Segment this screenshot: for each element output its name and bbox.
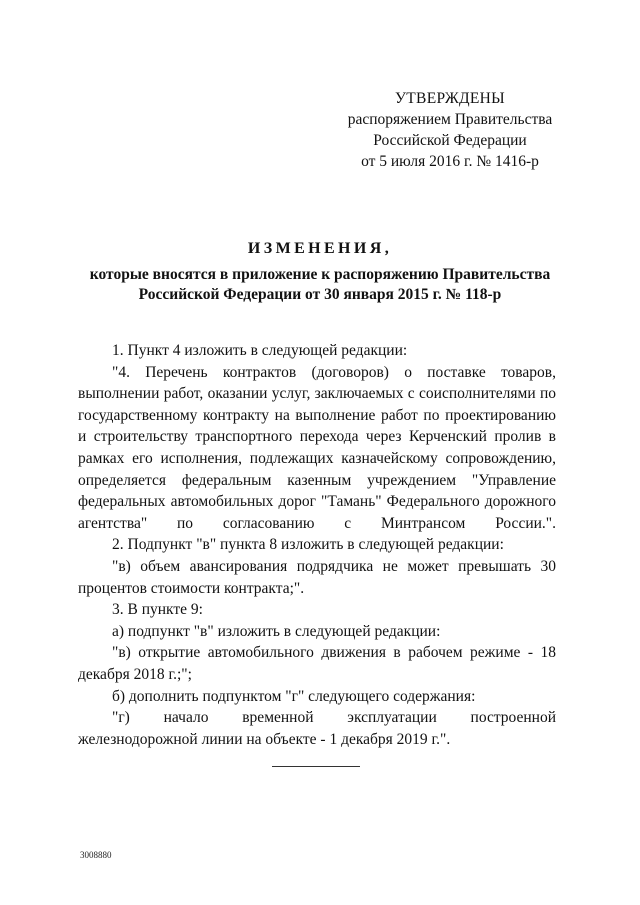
paragraph-item-3a-text: "в) открытие автомобильного движения в рабочем режиме - 18 декабря 2018 г.;"; [78,644,556,683]
approval-line-1: распоряжением Правительства [347,111,553,128]
paragraph-item-3b: б) дополнить подпунктом "г" следующего содержания: [112,687,476,705]
paragraph-item-2: 2. Подпункт "в" пункта 8 изложить в следующей редакции: [112,536,504,554]
document-number: 3008880 [80,850,112,860]
paragraph-item-3a: а) подпункт "в" изложить в следующей редакции: [112,622,441,640]
paragraph-item-2-text: "в) объем авансирования подрядчика не может превышать 30 процентов стоимости контракта;". [78,557,556,597]
approval-title: УТВЕРЖДЕНЫ [395,90,505,107]
approval-line-2: Российской Федерации [373,132,527,149]
document-subheading [78,265,562,305]
document-body [78,340,556,750]
paragraph-item-1: 1. Пункт 4 изложить в следующей редакции: [112,342,408,359]
document-heading: ИЗМЕНЕНИЯ, [247,240,393,257]
subheading-line-1: которые вносятся в приложение к распоряжению Правительства [89,266,551,283]
approval-block [342,88,558,172]
closing-divider [272,766,360,767]
paragraph-item-3: 3. В пункте 9: [112,601,203,619]
subheading-line-2: Российской Федерации от 30 января 2015 г. № 118-р [138,286,502,303]
paragraph-item-3b-text: "г) начало временной эксплуатации построенной железнодорожной линии на объекте - 1 декабря 2019 г.". [78,709,556,748]
approval-line-3: от 5 июля 2016 г. № 1416-р [361,153,539,170]
paragraph-item-1-text: "4. Перечень контрактов (договоров) о поставке товаров, выполнении работ, оказании услуг, заключаемых с соисполнителями по государственному контракту на выполнение работ по проектированию и строительству транспортного перехода через Керченский пролив в рамках его исполнения, подлежащих казначейскому сопровождению, определяется федеральным казенным учреждением "Управление федеральных автомобильных дорог "Тамань" Федерального дорожного агентства" по согласованию с Минтрансом России.". [78,363,556,532]
